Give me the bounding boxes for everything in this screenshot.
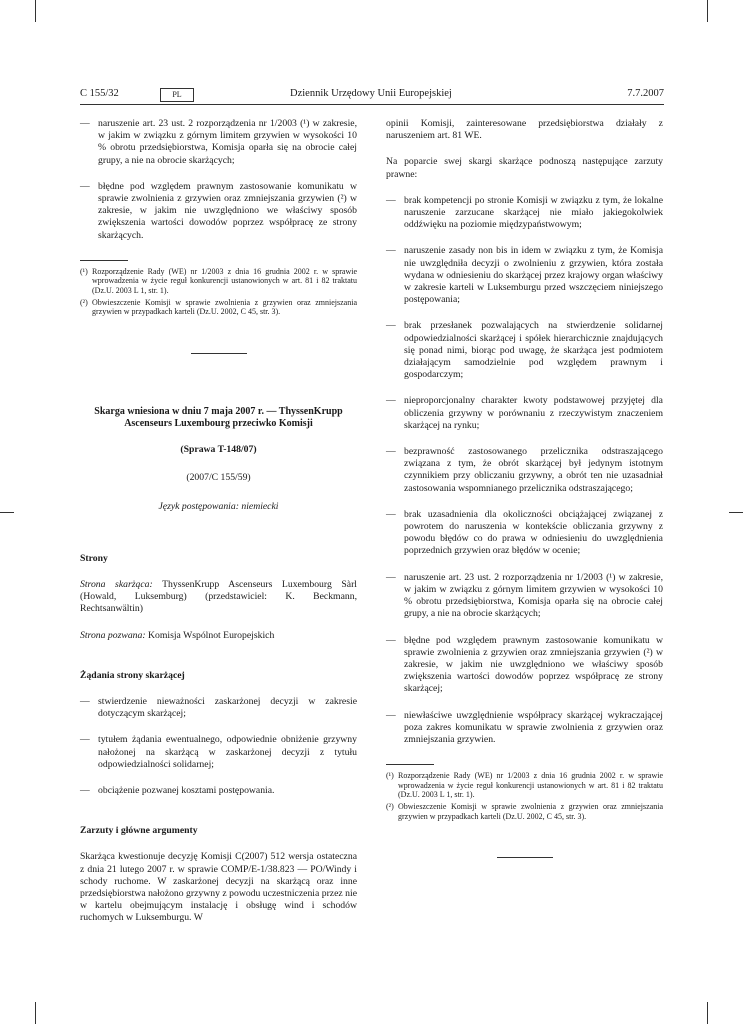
crop-mark (35, 1002, 36, 1024)
footnote: (²) Obwieszczenie Komisji w sprawie zwolnienia z grzywien oraz zmniejszania grzywien w przypadkach karteli (Dz.U. 2002, C 45, str. 3). (386, 801, 663, 821)
list-item: — bezprawność zastosowanego przelicznika odstraszającego związana z tym, że obrót skarżącej był jedynym istotnym czynnikiem przy obliczaniu grzywny, a obrót ten nie uzasadniał zastosowania wspomnianego przelicznika odstraszającego; (386, 446, 663, 494)
crop-mark (707, 0, 708, 22)
issue-date: 7.7.2007 (627, 88, 664, 99)
crop-mark (35, 0, 36, 22)
list-item: — błędne pod względem prawnym zastosowanie komunikatu w sprawie zwolnienia z grzywien oraz zmniejszania grzywien (²) w zakresie, w jakim nie uwzględniono we właściwy sposób zwiększenia wartości dowodów poprzez współpracę ze strony skarżącej; (386, 634, 663, 695)
footnote: (²) Obwieszczenie Komisji w sprawie zwolnienia z grzywien oraz zmniejszania grzywien w przypadkach karteli (Dz.U. 2002, C 45, str. 3). (80, 297, 357, 317)
list-item: — naruszenie art. 23 ust. 2 rozporządzenia nr 1/2003 (¹) w zakresie, w jakim w związku z górnym limitem grzywien w wysokości 10 % obrotu przedsiębiorstwa, Komisja oparła się na obrocie całej grupy, a nie na obrocie skarżących; (386, 571, 663, 620)
list-item: — naruszenie art. 23 ust. 2 rozporządzenia nr 1/2003 (¹) w zakresie, w jakim w związku z górnym limitem grzywien w wysokości 10 % obrotu przedsiębiorstwa, Komisja oparła się na obrocie całej grupy, a nie na obrocie skarżących; (80, 118, 357, 166)
page-ref: C 155/32 (80, 88, 119, 99)
applicant: Strona skarżąca: ThyssenKrupp Ascenseurs Luxembourg Sàrl (Howald, Luksemburg) (przedstawiciel: K. Beckmann, Rechtsanwältin) (80, 579, 357, 615)
case-number: (Sprawa T-148/07) (180, 444, 257, 456)
left-column (80, 118, 357, 939)
section-heading: Żądania strony skarżącej (80, 669, 185, 681)
footnote: (¹) Rozporządzenie Rady (WE) nr 1/2003 z dnia 16 grudnia 2002 r. w sprawie wprowadzenia w życie reguł konkurencji ustanowionych w art. 81 i 82 traktatu (Dz.U. 2003 L 1, str. 1). (386, 771, 663, 800)
crop-mark (0, 512, 14, 513)
section-separator (191, 353, 247, 354)
crop-mark (729, 512, 743, 513)
crop-mark (707, 1002, 708, 1024)
section-heading: Strony (80, 552, 108, 564)
list-item: — brak kompetencji po stronie Komisji w związku z tym, że lokalne naruszenie zarzucane skarżącej nie miało jakiegokolwiek oddźwięku na poziomie międzypaństwowym; (386, 194, 663, 231)
footnote-rule (386, 764, 434, 765)
list-item: — tytułem żądania ewentualnego, odpowiednie obniżenie grzywny nałożonej na skarżącą w zaskarżonej decyzji z tytułu odpowiedzialności solidarnej; (80, 734, 357, 770)
section-heading: Zarzuty i główne argumenty (80, 825, 198, 837)
paragraph: Na poparcie swej skargi skarżące podnoszą następujące zarzuty prawne: (386, 156, 663, 180)
paragraph: Skarżąca kwestionuje decyzję Komisji C(2007) 512 wersja ostateczna z dnia 21 lutego 2007 r. w sprawie COMP/E-1/38.823 — PO/Windy i schody ruchome. W zaskarżonej decyzji na skarżącą oraz inne przedsiębiorstwa nałożono grzywny z powodu uczestniczenia przez nie w kartelu obejmującym instalację i obsługę wind i schodów ruchomych w Luksemburgu. W (80, 851, 357, 924)
right-column (386, 118, 663, 858)
list-item: — nieproporcjonalny charakter kwoty podstawowej przyjętej dla obliczenia grzywny w porównaniu z rzeczywistym znaczeniem skarżącej na rynku; (386, 395, 663, 431)
paragraph: opinii Komisji, zainteresowane przedsiębiorstwa działały z naruszeniem art. 81 WE. (386, 118, 663, 142)
list-item: — obciążenie pozwanej kosztami postępowania. (80, 785, 275, 797)
list-item: — naruszenie zasady non bis in idem w związku z tym, że Komisja nie uwzględniła decyzji o zwolnieniu z grzywien, która została wydana w odniesieniu do skarżącej przez krajowy organ właściwy w zakresie karteli w Luksemburgu przed wszczęciem niniejszego postępowania; (386, 245, 663, 306)
header-rule (80, 104, 664, 105)
footnote: (¹) Rozporządzenie Rady (WE) nr 1/2003 z dnia 16 grudnia 2002 r. w sprawie wprowadzenia w życie reguł konkurencji ustanowionych w art. 81 i 82 traktatu (Dz.U. 2003 L 1, str. 1). (80, 266, 357, 296)
proceedings-language: Język postępowania: niemiecki (158, 500, 279, 512)
language-badge: PL (160, 88, 194, 102)
defendant: Strona pozwana: Komisja Wspólnot Europejskich (80, 629, 275, 641)
list-item: — brak uzasadnienia dla okoliczności obciążającej związanej z powrotem do naruszenia w kontekście obliczania grzywny z powodu błędów co do prawa w odniesieniu do uwzględnienia poprzednich grzywien oraz błędów w ocenie; (386, 508, 663, 557)
list-item: — niewłaściwe uwzględnienie współpracy skarżącej wykraczającej poza zakres komunikatu w sprawie zwolnienia z grzywien oraz zmniejszania grzywien. (386, 709, 663, 745)
document-title: Skarga wniesiona w dniu 7 maja 2007 r. — ThyssenKrupp Ascenseurs Luxembourg przeciwko Komisji (94, 405, 343, 429)
list-item: — błędne pod względem prawnym zastosowanie komunikatu w sprawie zwolnienia z grzywien oraz zmniejszania grzywien (²) w zakresie, w jakim nie uwzględniono we właściwy sposób zwiększenia wartości dowodów poprzez współpracę ze strony skarżących. (80, 180, 357, 241)
list-item: — stwierdzenie nieważności zaskarżonej decyzji w zakresie dotyczącym skarżącej; (80, 696, 357, 720)
list-item: — brak przesłanek pozwalających na stwierdzenie solidarnej odpowiedzialności skarżącej i spółek hierarchicznie znajdujących się ponad nimi, biorąc pod uwagę, że skarżąca jest podmiotem działającym samodzielnie pod względem prawnym i gospodarczym; (386, 320, 663, 381)
journal-title: Dziennik Urzędowy Unii Europejskiej (290, 88, 452, 99)
footnote-rule (80, 260, 128, 261)
reference-number: (2007/C 155/59) (186, 472, 251, 484)
section-separator (497, 857, 553, 858)
page-header (80, 86, 664, 104)
